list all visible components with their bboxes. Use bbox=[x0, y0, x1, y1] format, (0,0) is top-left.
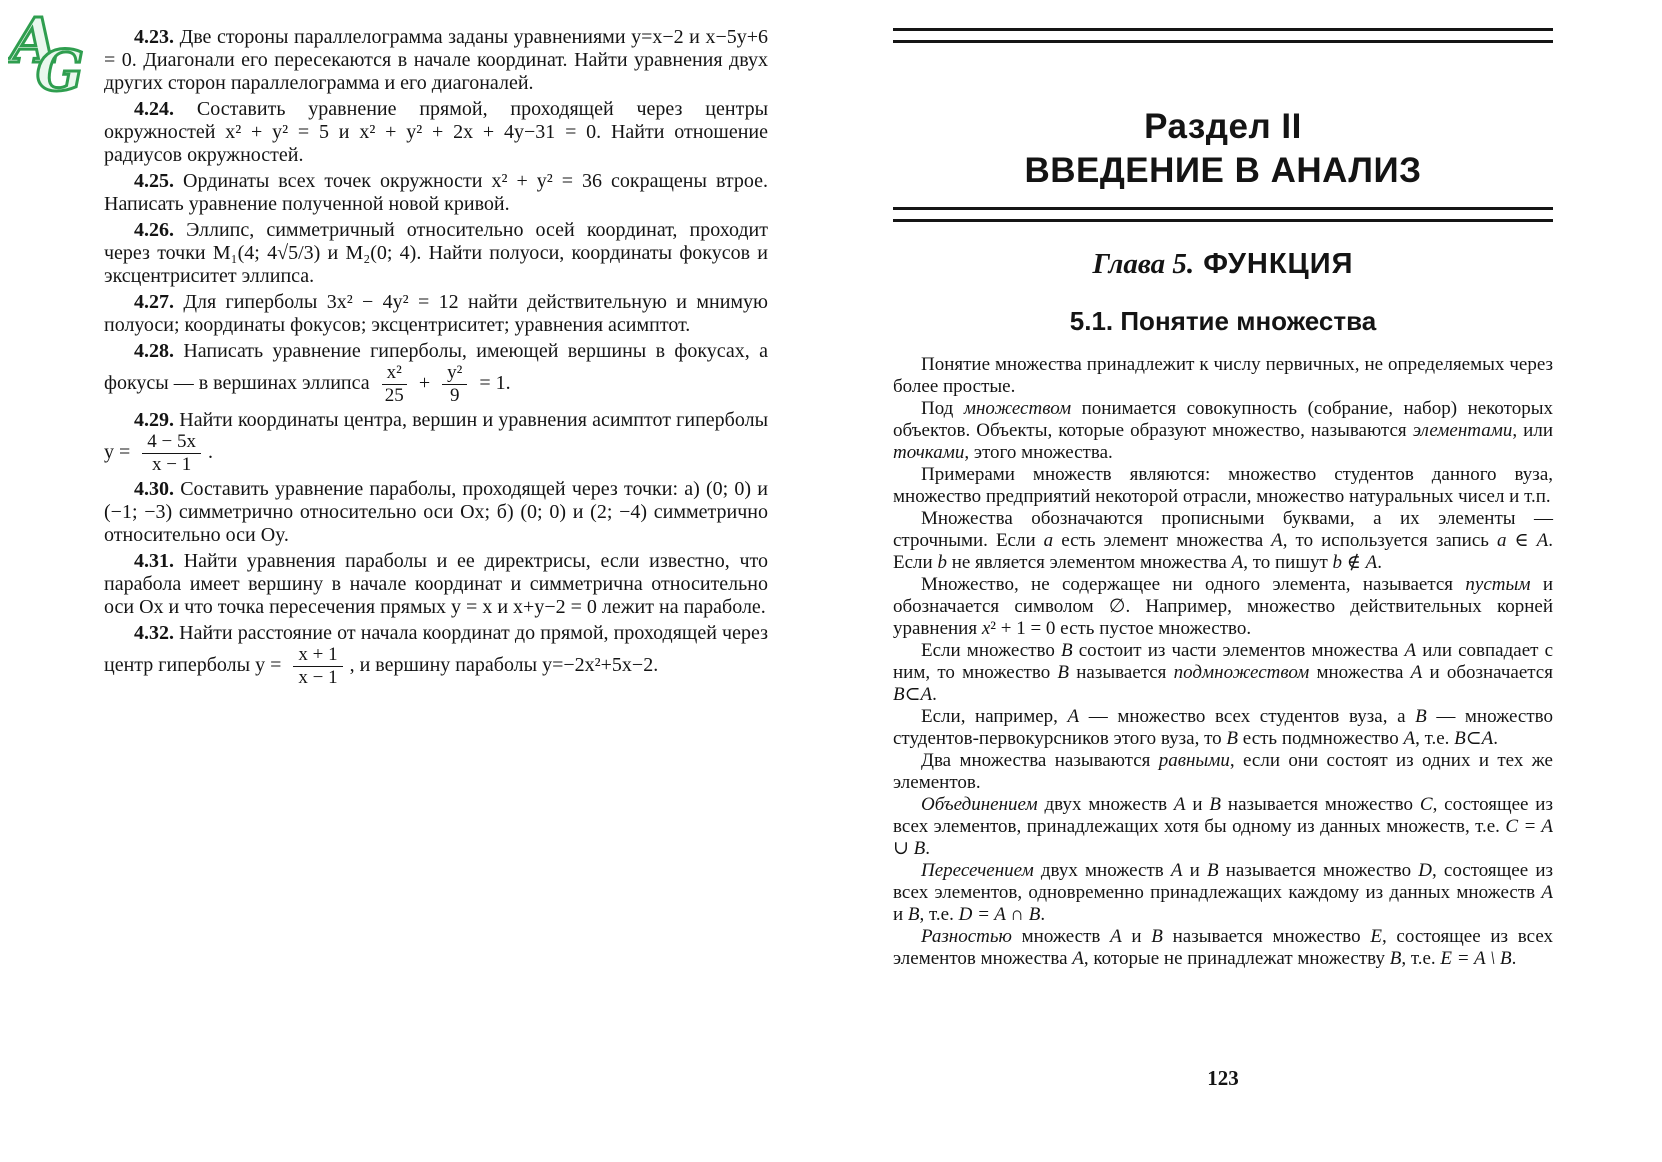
problem-item bbox=[104, 26, 768, 95]
problem-text: . bbox=[208, 440, 213, 463]
problem-number: 4.29. bbox=[134, 408, 174, 431]
paragraph: Понятие множества принадлежит к числу первичных, не определяемых через более простые. bbox=[893, 354, 1553, 397]
fraction-numerator: x + 1 bbox=[293, 645, 342, 667]
problem-text: Эллипс, симметричный относительно осей координат, проходит через точки M₁(4; 4√5/3) и M₂(0; 4). Найти полуоси, координаты фокусов и эксцентриситет эллипса. bbox=[104, 219, 768, 287]
left-column bbox=[104, 26, 768, 691]
problem-text: , и вершину параболы y=−2x²+5x−2. bbox=[349, 653, 659, 676]
problem-text: Написать уравнение гиперболы, имеющей вершины в фокусах, а фокусы — в вершинах эллипса bbox=[104, 340, 768, 395]
logo-letter-a: A bbox=[10, 4, 59, 77]
problem-number: 4.24. bbox=[134, 98, 174, 120]
paragraph: Если, например, A — множество всех студентов вуза, а B — множество студентов-первокурсников этого вуза, то B есть подмножество A, т.е. B⊂A. bbox=[893, 706, 1553, 749]
paragraph: Объединением двух множеств A и B называется множество C, состоящее из всех элементов, принадлежащих хотя бы одному из данных множеств, т.е. C = A ∪ B. bbox=[893, 794, 1553, 859]
problem-item bbox=[104, 340, 768, 406]
fraction bbox=[293, 645, 342, 688]
chapter-name: ФУНКЦИЯ bbox=[1194, 248, 1354, 280]
double-rule-divider bbox=[893, 207, 1553, 222]
fraction bbox=[142, 432, 201, 475]
problem-number: 4.23. bbox=[134, 26, 174, 48]
problem-text: Составить уравнение прямой, проходящей через центры окружностей x² + y² = 5 и x² + y² + 2x + 4y−31 = 0. Найти отношение радиусов окружностей. bbox=[104, 98, 769, 166]
problem-item bbox=[104, 478, 768, 547]
problem-number: 4.30. bbox=[134, 477, 174, 500]
problem-text: Для гиперболы 3x² − 4y² = 12 найти действительную и мнимую полуоси; координаты фокусов; эксцентриситет; уравнения асимптот. bbox=[104, 291, 769, 336]
chapter-label: Глава 5. bbox=[1092, 248, 1195, 280]
fraction-denominator: 25 bbox=[384, 384, 404, 406]
plus-sign: + bbox=[418, 372, 431, 395]
problem-item bbox=[104, 409, 768, 475]
problem-item bbox=[104, 550, 768, 619]
problem-text: Две стороны параллелограмма заданы уравнениями y=x−2 и x−5y+6 = 0. Диагонали его пересекаются в начале координат. Найти уравнения двух других сторон параллелограмма и его диагоналей. bbox=[104, 26, 768, 94]
problem-text: Найти координаты центра, вершин и уравнения асимптот гиперболы y = bbox=[104, 408, 769, 463]
problem-item bbox=[104, 219, 768, 288]
body-text bbox=[893, 354, 1553, 970]
problem-number: 4.26. bbox=[134, 219, 174, 241]
paragraph: Если множество B состоит из части элементов множества A или совпадает с ним, то множество B называется подмножеством множества A и обозначается B⊂A. bbox=[893, 640, 1553, 705]
problem-number: 4.25. bbox=[134, 170, 174, 192]
fraction-denominator: x − 1 bbox=[298, 666, 338, 688]
right-column bbox=[893, 24, 1553, 970]
section-title-line2: ВВЕДЕНИЕ В АНАЛИЗ bbox=[1024, 151, 1422, 190]
problem-item bbox=[104, 170, 768, 216]
problem-text: = 1. bbox=[479, 372, 511, 395]
publisher-logo-icon bbox=[8, 2, 92, 98]
fraction-numerator: y² bbox=[442, 363, 467, 385]
fraction bbox=[442, 363, 467, 406]
paragraph: Примерами множеств являются: множество студентов данного вуза, множество предприятий некоторой отрасли, множество натуральных чисел и т.п. bbox=[893, 464, 1553, 507]
problem-text: Ординаты всех точек окружности x² + y² = 36 сокращены втрое. Написать уравнение полученной новой кривой. bbox=[104, 170, 768, 215]
double-rule-top bbox=[893, 28, 1553, 43]
chapter-title bbox=[893, 246, 1553, 282]
fraction-denominator: x − 1 bbox=[152, 453, 192, 475]
problem-item bbox=[104, 622, 768, 688]
problem-text: Составить уравнение параболы, проходящей через точки: а) (0; 0) и (−1; −3) симметрично относительно оси Ox; б) (0; 0) и (2; −4) симметрично относительно оси Oy. bbox=[104, 477, 768, 546]
problem-number: 4.32. bbox=[134, 621, 174, 644]
paragraph: Два множества называются равными, если они состоят из одних и тех же элементов. bbox=[893, 750, 1553, 793]
fraction-numerator: x² bbox=[382, 363, 407, 385]
fraction bbox=[382, 363, 407, 406]
paragraph: Разностью множеств A и B называется множество E, состоящее из всех элементов множества A, которые не принадлежат множеству B, т.е. E = A \ B. bbox=[893, 926, 1553, 969]
problem-text: Найти уравнения параболы и ее директрисы, если известно, что парабола имеет вершину в начале координат и симметрична относительно оси Ox и что точка пересечения прямых y = x и x+y−2 = 0 лежит на параболе. bbox=[104, 549, 768, 618]
paragraph: Множества обозначаются прописными буквами, а их элементы — строчными. Если a есть элемент множества A, то используется запись a ∈ A. Если b не является элементом множества A, то пишут b ∉ A. bbox=[893, 508, 1553, 573]
problem-item bbox=[104, 98, 768, 167]
paragraph: Под множеством понимается совокупность (собрание, набор) некоторых объектов. Объекты, которые образуют множество, называются элементами, или точками, этого множества. bbox=[893, 398, 1554, 463]
problem-item bbox=[104, 291, 768, 337]
problem-number: 4.27. bbox=[134, 291, 174, 313]
problem-number: 4.31. bbox=[134, 549, 174, 572]
fraction-numerator: 4 − 5x bbox=[142, 432, 201, 454]
fraction-denominator: 9 bbox=[449, 384, 460, 406]
paragraph: Множество, не содержащее ни одного элемента, называется пустым и обозначается символом ∅. Например, множество действительных корней уравнения x² + 1 = 0 есть пустое множество. bbox=[893, 574, 1553, 639]
paragraph: Пересечением двух множеств A и B называется множество D, состоящее из всех элементов, одновременно принадлежащих каждому из данных множеств A и B, т.е. D = A ∩ B. bbox=[893, 860, 1553, 925]
page-number: 123 bbox=[1207, 1066, 1239, 1090]
section-title-line1: Раздел II bbox=[1144, 107, 1302, 146]
problem-number: 4.28. bbox=[134, 340, 174, 362]
problem-text: Найти расстояние от начала координат до прямой, проходящей через центр гиперболы y = bbox=[104, 621, 769, 676]
logo-letter-g: G bbox=[36, 38, 84, 98]
subsection-title: 5.1. Понятие множества bbox=[1069, 306, 1377, 336]
